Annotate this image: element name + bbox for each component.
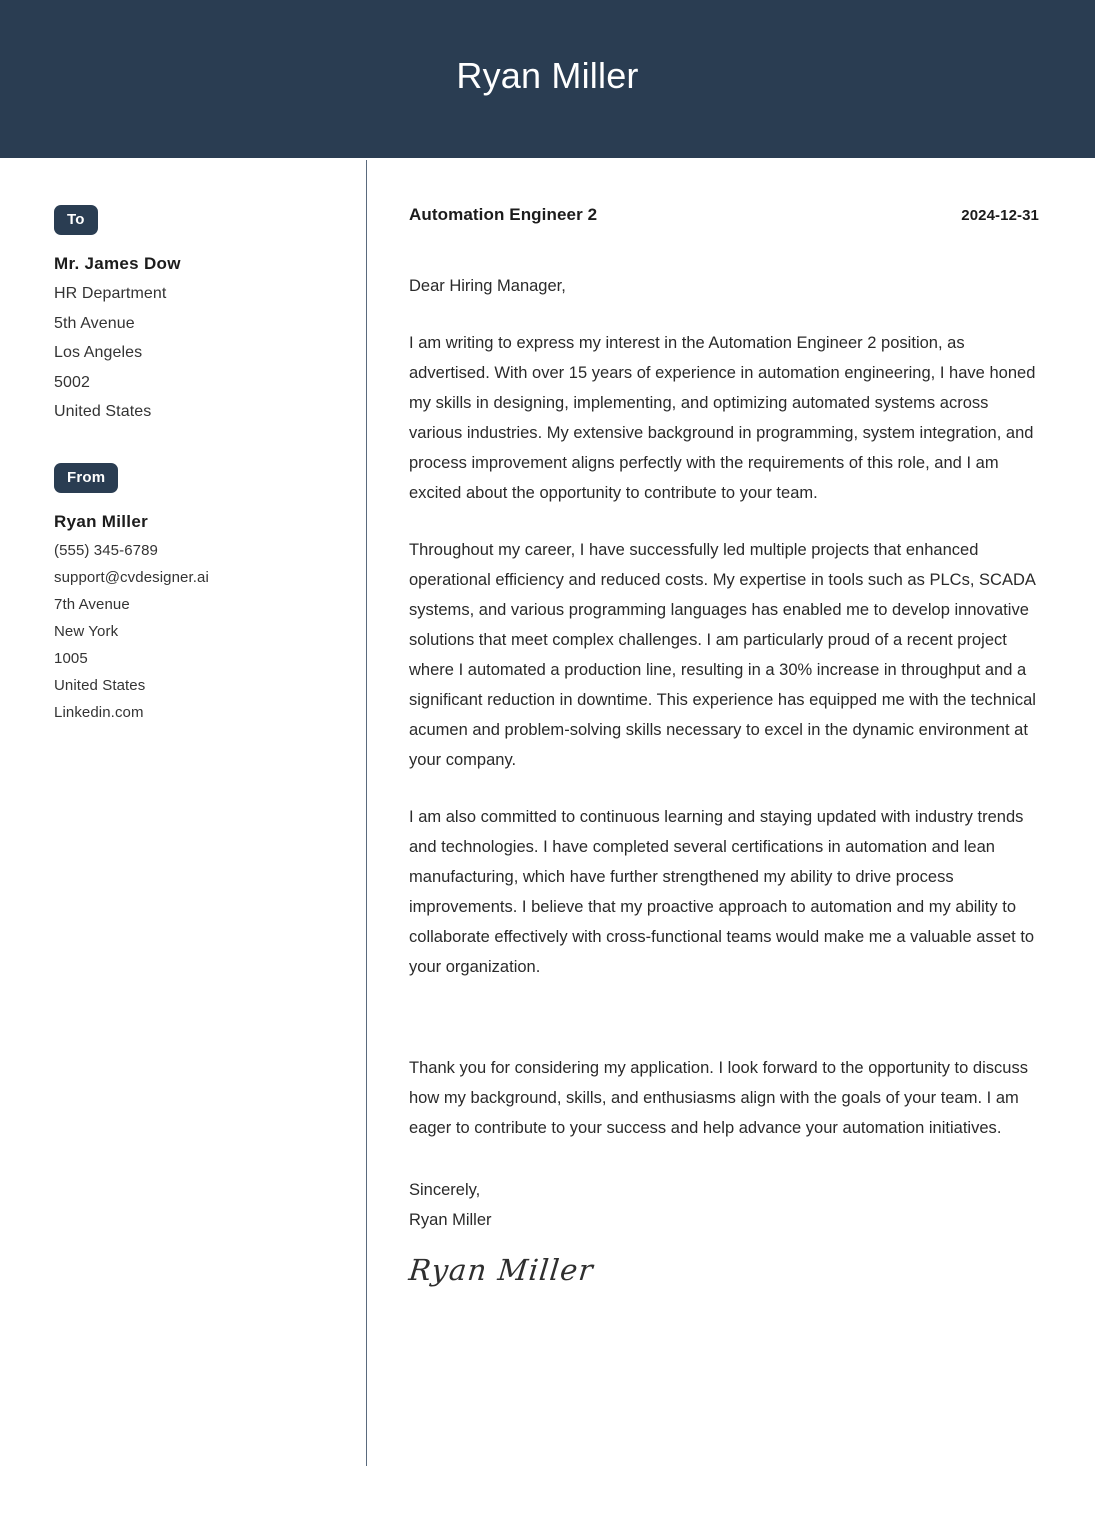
- recipient-line: 5th Avenue: [54, 314, 135, 332]
- sender-line: 7th Avenue: [54, 595, 130, 613]
- letter-paragraph: Throughout my career, I have successfully led multiple projects that enhanced operational efficiency and reduced costs. My expertise in tools such as PLCs, SCADA systems, and various programming languages has enabled me to develop innovative solutions that meet complex challenges. I am particularly proud of a recent project where I automated a production line, resulting in a 30% increase in throughput and a significant reduction in downtime. This experience has equipped me with the technical acumen and problem-solving skills necessary to excel in the dynamic environment at your company.: [409, 541, 1036, 769]
- recipient-line: HR Department: [54, 285, 167, 302]
- sender-website: Linkedin.com: [54, 703, 144, 721]
- letter-paragraph: I am writing to express my interest in the Automation Engineer 2 position, as advertised. With over 15 years of experience in automation engineering, I have honed my skills in designing, implementing, and optimizing automated systems across various industries. My extensive background in programming, system integration, and process improvement aligns perfectly with the requirements of this role, and I am excited about the opportunity to contribute to your team.: [409, 334, 1036, 502]
- sender-phone: (555) 345-6789: [54, 541, 158, 559]
- sender-name: Ryan Miller: [54, 511, 148, 531]
- letter-paragraph: I am also committed to continuous learning and staying updated with industry trends and technologies. I have completed several certifications in automation and lean manufacturing, which have further strengthened my ability to drive process improvements. I believe that my proactive approach to automation and my ability to collaborate effectively with cross-functional teams would make me a valuable asset to your organization.: [409, 808, 1035, 976]
- paragraph-spacer: [409, 982, 1039, 1026]
- signature-image: Ryan Miller: [407, 1253, 596, 1287]
- closing-word: Sincerely,: [409, 1181, 481, 1199]
- sender-address-block: [54, 507, 344, 726]
- job-title: Automation Engineer 2: [409, 205, 598, 224]
- sender-email: support@cvdesigner.ai: [54, 568, 209, 586]
- page-title: Ryan Miller: [456, 55, 639, 96]
- recipient-address-block: [54, 249, 344, 427]
- letter-body: [409, 205, 1039, 1287]
- recipient-name: Mr. James Dow: [54, 254, 181, 273]
- sender-line: New York: [54, 622, 119, 640]
- recipient-line: United States: [54, 403, 152, 420]
- sender-section: [54, 463, 344, 726]
- letter-paragraph: Thank you for considering my application. I look forward to the opportunity to discuss how my background, skills, and enthusiasms align with the goals of your team. I am eager to contribute to your success and help advance your automation initiatives.: [409, 1059, 1029, 1137]
- recipient-line: Los Angeles: [54, 344, 143, 361]
- column-divider: [366, 160, 367, 1466]
- salutation: Dear Hiring Manager,: [409, 277, 566, 295]
- letter-header-row: [409, 205, 1039, 225]
- closing-block: [409, 1175, 1039, 1235]
- letter-date: 2024-12-31: [961, 207, 1039, 224]
- header-banner: [0, 0, 1095, 158]
- closing-name: Ryan Miller: [409, 1211, 492, 1229]
- sidebar: [54, 205, 344, 726]
- to-badge: To: [54, 205, 98, 235]
- sender-line: 1005: [54, 649, 88, 667]
- recipient-line: 5002: [54, 373, 90, 391]
- recipient-section: [54, 205, 344, 427]
- sender-line: United States: [54, 676, 146, 694]
- from-badge: From: [54, 463, 118, 493]
